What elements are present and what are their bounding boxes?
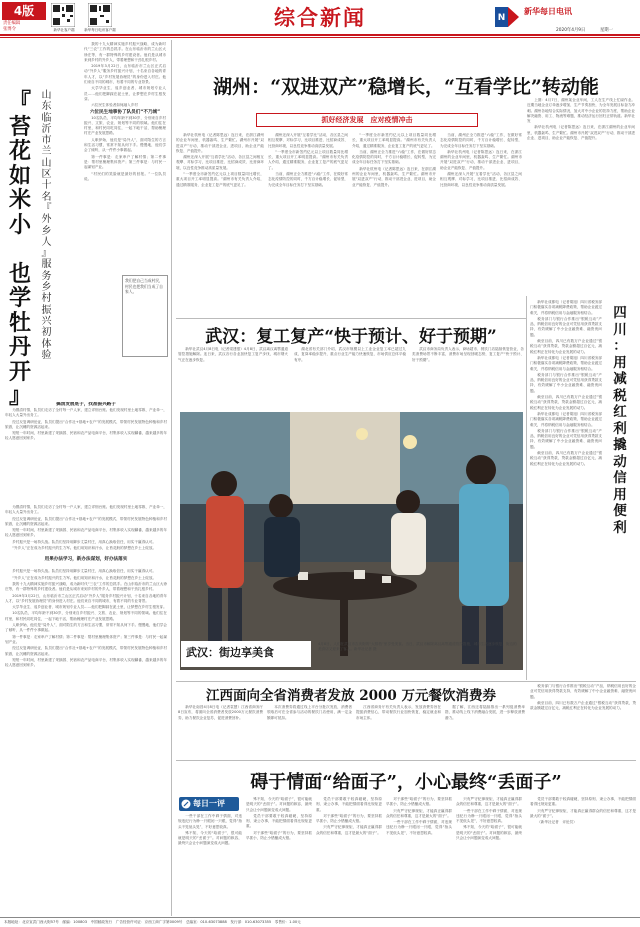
left-story-section-2: 搞清发展底子，找准振兴路子 为摸清村情，队员们走访了全村每一户人家，建立详细台账。他们发现村里土地零散、产业单一，年轻人大量外出务工。 经过反复调研论证，队员们提出“合作社+基地+农户”的发展模式，带领村民发展特色种植和乡村旅游，让沉睡的资源活起来。 短短一年时间，村里新建了采摘园、民宿和农产品电商平台，村集体收入实现翻番，越来越多的年轻人愿意回到家乡。 bbox=[5, 402, 167, 441]
page-number-badge: 4版 bbox=[2, 2, 46, 20]
commentary-column: 只有严守纪律规矩，才能真正赢得群众的信任和尊重，这才是最大的“面子”。 一些干部在工作中碍于情面，对违规违纪行为睁一只眼闭一只眼，觉得“抬头不见低头见”，不好意思较真。 殊不知，今天的“给面子”，很可能就是明天的“丢面子”。对问题的纵容，最终只会让小问题演变成大问题。 bbox=[456, 797, 522, 841]
left-story-headline: 『 苔 花 如 米 小 也 学 牡 丹 开 』 bbox=[8, 89, 31, 409]
section-title: 综合新闻 bbox=[274, 5, 366, 30]
wuhan-street-food-photo bbox=[180, 412, 523, 670]
sichuan-headline: 四 川 ： 用 减 税 红 利 撬 动 信 用 便 利 bbox=[613, 305, 627, 536]
commentary-column: 党员干部要敢于较真碰硬，坚持原则、秉公办事，不能把情面看得比规矩更重。 只有严守纪律规矩，才能真正赢得群众的信任和尊重，这才是最大的“面子”。 （新华社记者 评论员） bbox=[530, 797, 636, 825]
issue-date: 2020年4月9日 bbox=[556, 28, 586, 33]
paper-name: 新华每日电讯 bbox=[524, 6, 572, 16]
topic-banner-label: 抓好经济发展 应对疫情冲击 bbox=[321, 116, 413, 124]
qr-caption: 新华社客户端 bbox=[53, 28, 75, 32]
wuhan-column: 新华社武汉4月8日电（记者梁建强）4月8日，武汉离汉离鄂通道管控措施解除。连日来，武汉各行各业加快复工复产步伐，城市烟火气正在逐步恢复。 bbox=[178, 347, 288, 362]
jiangxi-headline: 江西面向全省消费者发放 2000 万元餐饮消费券 bbox=[206, 688, 496, 704]
left-story-intro: 我的十九大精神实施乡村振兴战略，成为新时代“三农”工作的总抓手。在山东临沂市的兰山区大徐庄等，有一群特殊的乡村建设者。他们是从城市来到乡村的外乡人，带着理想和干劲扎根乡村。 2019年3月22日，山东临沂市兰山区正式启动“外乡人”服务乡村振兴计划，十名来自各地的青年人才，以“乡村发展协理员”的身份进入村庄。他们来自不同的城市，有着不同的专业背景。 大学毕业生、返乡创业者、城市规划专业人员……他们把脚踩在泥土里，让梦想在乡村生根发芽。 六位民生体验者如何融入乡村 六位民生地事协了队员们“不乃城” 10名队员，平均年龄不到30岁，分别来自乡村振兴、文旅、农业、规划等不同的领域。他们住在村里，和村民同吃同住，一起下地干活，帮助梳理村庄产业发展思路。 人职伊始，他们是“局外人”，面对陌生的方言和生活习惯，常常不知从何下手。慢慢地，他们学会了倾听，从一件件小事做起。 第一件事是：走家串户了解村情；第二件事是：帮村里梳理集体资产；第三件事是：与村民一起谋划产业。 “村民们的笑脸就是最好的回报。”一位队员说。 bbox=[84, 42, 166, 181]
left-story-quote-box: 我们把自己当成村民，村民也把我们当成了自家人。 bbox=[122, 275, 168, 357]
left-story-section-title: 用果办法学习，新办法谋划，好办法落实 bbox=[44, 557, 128, 563]
column-divider bbox=[171, 40, 172, 916]
jiangxi-column: 据了解，江西还将陆续推出一系列促消费举措，推动线上线下消费融合发展，进一步释放消费潜力。 bbox=[445, 705, 525, 720]
photo-caption-title: 武汉：街边享美食 bbox=[186, 646, 274, 659]
editor-credit bbox=[3, 21, 20, 32]
huzhou-headline: 湖州：“双进双产”稳增长，“互看学比”转动能 bbox=[213, 76, 599, 98]
section-divider bbox=[176, 318, 526, 319]
wuhan-column: 武汉市商务局负责人表示，商场超市、餐饮门店陆续恢复营业，各类消费场景不断丰富，消费市场呈现回暖态势，复工复产“快于预计、好于预期”。 bbox=[412, 347, 524, 362]
section-divider bbox=[176, 681, 636, 682]
jiangxi-column: 江西省商务厅有关负责人表示，发放消费券旨在提振消费信心，带动餐饮行业加快恢复，稳定就业和市场主体。 bbox=[356, 705, 441, 720]
photo-caption: 4月8日，人们在武汉市吉庆街的“大排档”里享受美食。当日，武汉市解除离汉离鄂通道管控措施，城市生活逐步恢复，街边的美食店又迎来了客人。新华社记者 摄 bbox=[318, 642, 517, 651]
section-divider bbox=[176, 760, 636, 761]
sichuan-continued: 税务部门与银行合作推出“银税互动”产品，纳税信用良好的企业可凭信用获得贷款支持，有效缓解了中小企业融资难、融资贵问题。 截至目前，四川已有数万户企业通过“银税互动”获得贷款，贷款金额超过百亿元，减税红利正在转化为企业发展的动力。 bbox=[530, 684, 636, 711]
huzhou-side-column: 上图：4月7日，湖州某企业车间，工人在生产线上忙碌作业。近期当地企业订单逐步增加，生产节奏加快，为全年发展目标奋力冲刺。湖州各地结合实际情况，加大对中小企业的扶持力度，帮助企业解决融资、用工、物流等难题，推动经济运行回归正常轨道。新华社发 新华社杭州电（记者陈思远）连日来，在浙江湖州的企业车间里，机器轰鸣、生产繁忙。湖州市开展“双进双产”行动，推动干部进企业、进项目，助企业产能恢复、产值提升。 bbox=[527, 98, 635, 141]
footer-rule bbox=[0, 917, 640, 918]
svg-text:N: N bbox=[497, 13, 506, 23]
wuhan-column: 湖北省有关部门介绍，武汉市规模以上工业企业复工率已超过九成，复岗率稳步提升，重点行业生产能力快速恢复，市场供应总体平稳有序。 bbox=[294, 347, 406, 362]
footer-imprint: 本版地址：北京宣武门西大街57号 邮编：100803 中国邮政发行 广告经营许可证：京西工商广字第0009号 总编室：010-63073888 发行部：010-63073355 零售价：1.00元 bbox=[4, 920, 301, 924]
huzhou-column: “一季度全市新签约亿元以上项目数量同比增长，重大项目开工率明显提高。”湖州市有关负责人介绍，通过精准服务，企业复工复产的底气更足了。 当前，湖州正全力推进“六稳”工作，在做好常态化疫情防控的同时，千方百计稳增长、促转型，为完成全年目标任务打下坚实基础。 新华社杭州电（记者陈思远）连日来，在浙江湖州的企业车间里，机器轰鸣、生产繁忙。湖州市开展“双进双产”行动，推动干部进企业、进项目，助企业产能恢复、产值提升。 bbox=[352, 133, 436, 187]
daily-commentary-label: 每日一评 bbox=[193, 799, 225, 808]
jiangxi-column: 本次消费券将通过线上平台分批次发放，消费者领取后可在全省参与活动的餐饮门店使用，满一定金额即可抵扣。 bbox=[267, 705, 352, 720]
huzhou-column: 新华社杭州电（记者陈思远）连日来，在浙江湖州的企业车间里，机器轰鸣、生产繁忙。湖州市开展“双进双产”行动，推动干部进企业、进项目，助企业产能恢复、产值提升。 湖州还深入开展“互看学比”活动，各区县之间相互观摩、对标学习，比项目推进、比招商成效、比营商环境，以良性竞争推动高质量发展。 “一季度全市新签约亿元以上项目数量同比增长，重大项目开工率明显提高。”湖州市有关负责人介绍，通过精准服务，企业复工复产的底气更足了。 bbox=[176, 133, 264, 187]
huzhou-column: 当前，湖州正全力推进“六稳”工作，在做好常态化疫情防控的同时，千方百计稳增长、促转型，为完成全年目标任务打下坚实基础。 新华社杭州电（记者陈思远）连日来，在浙江湖州的企业车间里，机器轰鸣、生产繁忙。湖州市开展“双进双产”行动，推动干部进企业、进项目，助企业产能恢复、产值提升。 湖州还深入开展“互看学比”活动，各区县之间相互观摩、对标学习，比项目推进、比招商成效、比营商环境，以良性竞争推动高质量发展。 bbox=[440, 133, 522, 187]
huzhou-column: 湖州还深入开展“互看学比”活动，各区县之间相互观摩、对标学习，比项目推进、比招商成效、比营商环境，以良性竞争推动高质量发展。 “一季度全市新签约亿元以上项目数量同比增长，重大项目开工率明显提高。”湖州市有关负责人介绍，通过精准服务，企业复工复产的底气更足了。 当前，湖州正全力推进“六稳”工作，在做好常态化疫情防控的同时，千方百计稳增长、促转型，为完成全年目标任务打下坚实基础。 bbox=[268, 133, 348, 187]
commentary-column: 党员干部要敢于较真碰硬，坚持原则、秉公办事，不能把情面看得比规矩更重。 对于那些“给面子”的行为，要坚持抓早抓小，防止小错酿成大错。 只有严守纪律规矩，才能真正赢得群众的信任和尊重，这才是最大的“面子”。 bbox=[316, 797, 382, 835]
sichuan-body: 新华社成都电（记者胡旭）四川省税务部门积极落实各项减税降费政策，帮助企业渡过难关，并将纳税信用与金融服务相结合。 税务部门与银行合作推出“银税互动”产品，纳税信用良好的企业可凭信用获得贷款支持，有效缓解了中小企业融资难、融资贵问题。 截至目前，四川已有数万户企业通过“银税互动”获得贷款，贷款金额超过百亿元，减税红利正在转化为企业发展的动力。 新华社成都电（记者胡旭）四川省税务部门积极落实各项减税降费政策，帮助企业渡过难关，并将纳税信用与金融服务相结合。 税务部门与银行合作推出“银税互动”产品，纳税信用良好的企业可凭信用获得贷款支持，有效缓解了中小企业融资难、融资贵问题。 截至目前，四川已有数万户企业通过“银税互动”获得贷款，贷款金额超过百亿元，减税红利正在转化为企业发展的动力。 新华社成都电（记者胡旭）四川省税务部门积极落实各项减税降费政策，帮助企业渡过难关，并将纳税信用与金融服务相结合。 税务部门与银行合作推出“银税互动”产品，纳税信用良好的企业可凭信用获得贷款支持，有效缓解了中小企业融资难、融资贵问题。 截至目前，四川已有数万户企业通过“银税互动”获得贷款，贷款金额超过百亿元，减税红利正在转化为企业发展的动力。 bbox=[530, 300, 602, 466]
left-story-subhead: 山 东 临 沂 市 兰 山 区 十 名 『 外 乡 人 』 服 务 乡 村 振 兴 初 体 验 bbox=[41, 90, 52, 361]
editor-line: 张博令 bbox=[3, 26, 16, 32]
column-divider bbox=[526, 296, 527, 680]
masthead-rule bbox=[0, 34, 640, 36]
issue-weekday: 星期一 bbox=[600, 28, 613, 33]
left-story-section-title: 搞清发展底子，找准振兴路子 bbox=[56, 402, 116, 407]
left-story-section-3: 为摸清村情，队员们走访了全村每一户人家，建立详细台账。他们发现村里土地零散、产业单一，年轻人大量外出务工。 经过反复调研论证，队员们提出“合作社+基地+农户”的发展模式，带领村民发展特色种植和乡村旅游，让沉睡的资源活起来。 短短一年时间，村里新建了采摘园、民宿和农产品电商平台，村集体收入实现翻番，越来越多的年轻人愿意回到家乡。 乡村振兴是一场持久战。队员们坚持用脚步丈量村庄，用真心换取信任，用实干赢得认可。 “外乡人”正在成为乡村振兴的生力军。他们用知识和汗水，让苔花般的梦想在乡土上绽放。 用果办法学习，新办法谋划，好办法落实 乡村振兴是一场持久战。队员们坚持用脚步丈量村庄，用真心换取信任，用实干赢得认可。 “外乡人”正在成为乡村振兴的生力军。他们用知识和汗水，让苔花般的梦想在乡土上绽放。 我的十九大精神实施乡村振兴战略，成为新时代“三农”工作的总抓手。在山东临沂市的兰山区大徐庄等，有一群特殊的乡村建设者。他们是从城市来到乡村的外乡人，带着理想和干劲扎根乡村。 2019年3月22日，山东临沂市兰山区正式启动“外乡人”服务乡村振兴计划，十名来自各地的青年人才，以“乡村发展协理员”的身份进入村庄。他们来自不同的城市，有着不同的专业背景。 大学毕业生、返乡创业者、城市规划专业人员……他们把脚踩在泥土里，让梦想在乡村生根发芽。 10名队员，平均年龄不到30岁，分别来自乡村振兴、文旅、农业、规划等不同的领域。他们住在村里，和村民同吃同住，一起下地干活，帮助梳理村庄产业发展思路。 人职伊始，他们是“局外人”，面对陌生的方言和生活习惯，常常不知从何下手。慢慢地，他们学会了倾听，从一件件小事做起。 第一件事是：走家串户了解村情；第二件事是：帮村里梳理集体资产；第三件事是：与村民一起谋划产业。 经过反复调研论证，队员们提出“合作社+基地+农户”的发展模式，带领村民发展特色种植和乡村旅游，让沉睡的资源活起来。 短短一年时间，村里新建了采摘园、民宿和农产品电商平台，村集体收入实现翻番，越来越多的年轻人愿意回到家乡。 bbox=[5, 505, 167, 668]
qr-caption: 新华每日电讯客户端 bbox=[84, 28, 116, 32]
editor-line: 责任编辑 bbox=[3, 21, 21, 26]
commentary-column: 对于那些“给面子”的行为，要坚持抓早抓小，防止小错酿成大错。 只有严守纪律规矩，才能真正赢得群众的信任和尊重，这才是最大的“面子”。 一些干部在工作中碍于情面，对违规违纪行为睁一只眼闭一只眼，觉得“抬头不见低头见”，不好意思较真。 bbox=[386, 797, 452, 835]
qr-code-icon[interactable] bbox=[51, 3, 75, 27]
commentary-column: 一些干部在工作中碍于情面，对违规违纪行为睁一只眼闭一只眼，觉得“抬头不见低头见”，不好意思较真。 殊不知，今天的“给面子”，很可能就是明天的“丢面子”。对问题的纵容，最终只会让小问题演变成大问题。 bbox=[178, 814, 242, 846]
commentary-headline: 碍于情面“给面子”，小心最终“丢面子” bbox=[250, 772, 562, 793]
jiangxi-column: 新华社南昌4月8日电（记者袁慧）江西省商务厅8日宣布，将面向全省消费者发放2000万元餐饮消费券，助力餐饮企业复苏，促进消费回补。 bbox=[178, 705, 263, 720]
commentary-column: 殊不知，今天的“给面子”，很可能就是明天的“丢面子”。对问题的纵容，最终只会让小问题演变成大问题。 党员干部要敢于较真碰硬，坚持原则、秉公办事，不能把情面看得比规矩更重。 对于那些“给面子”的行为，要坚持抓早抓小，防止小错酿成大错。 bbox=[246, 797, 312, 841]
left-story-section-title: 六位民生地事协了队员们“不乃城” bbox=[89, 109, 161, 115]
qr-code-icon[interactable] bbox=[88, 3, 112, 27]
topic-banner bbox=[256, 113, 478, 127]
commentary-pen-icon bbox=[181, 799, 191, 809]
masthead-rule bbox=[0, 37, 640, 38]
newspaper-logo-icon bbox=[494, 4, 520, 30]
wuhan-headline: 武汉：复工复产“快于预计、好于预期” bbox=[205, 327, 497, 347]
